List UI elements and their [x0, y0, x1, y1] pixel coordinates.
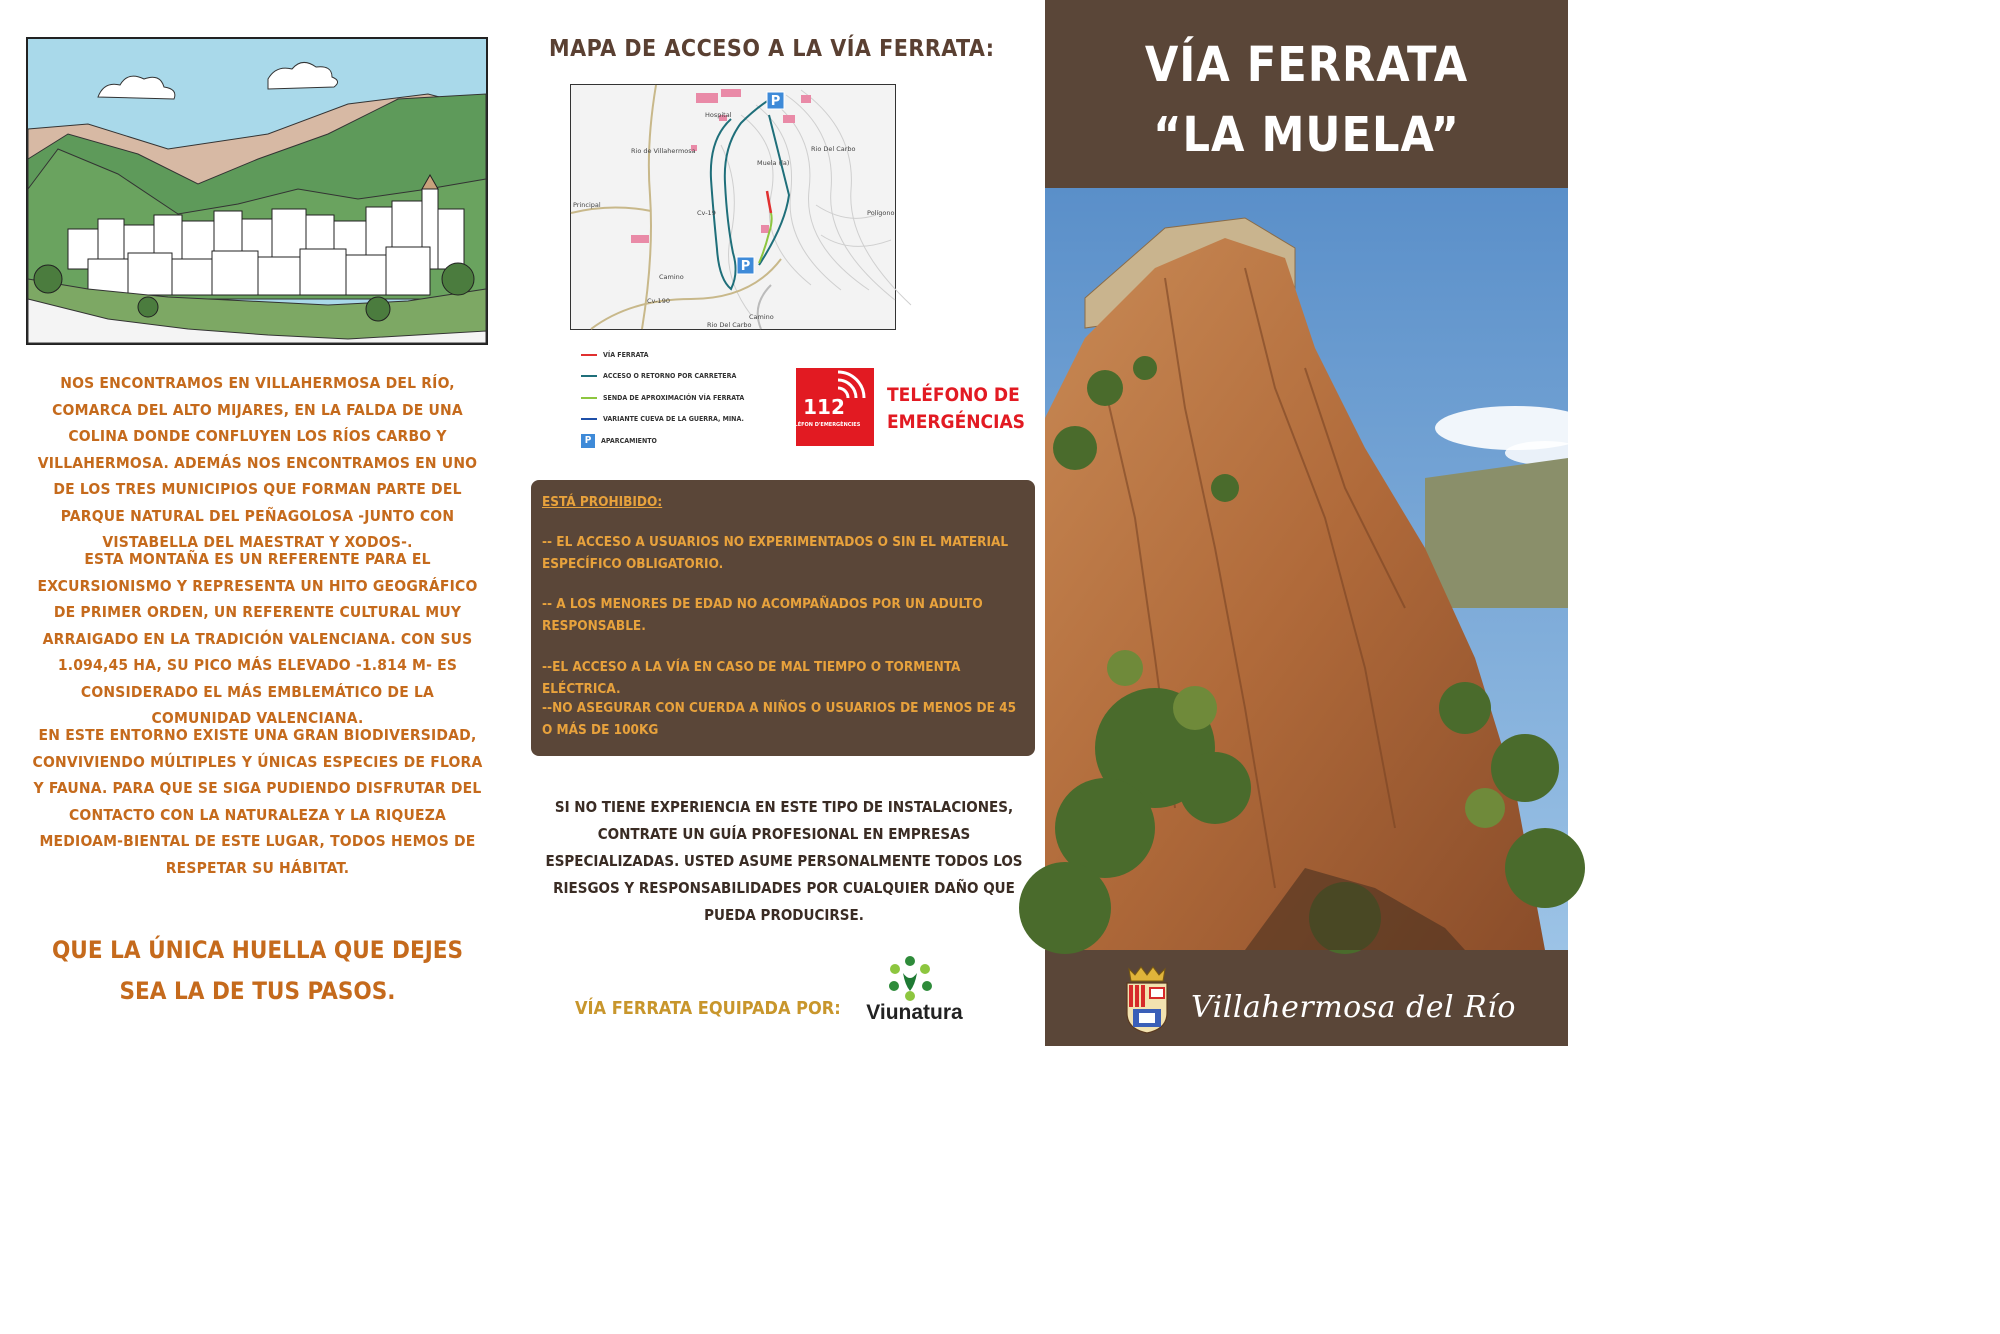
legend-label: SENDA DE APROXIMACIÓN VÍA FERRATA — [603, 393, 745, 402]
town-name: Villahermosa del Río — [1191, 990, 1516, 1025]
legend-item-via-ferrata — [581, 344, 781, 366]
equipped-by-label: VÍA FERRATA EQUIPADA POR: — [575, 998, 841, 1019]
legend-label: ACCESO O RETORNO POR CARRETERA — [603, 372, 737, 381]
map-label-principal: Principal — [573, 201, 601, 209]
map-label-rio-carbo: Rio Del Carbo — [811, 145, 856, 153]
mountain-paragraph: ESTA MONTAÑA ES UN REFERENTE PARA EL EXCURSIONISMO Y REPRESENTA UN HITO GEOGRÁFICO DE PRIMER ORDEN, UN REFERENTE CULTURAL MUY ARRAIGADO EN LA TRADICIÓN VALENCIANA. CON SUS 1.094,45 HA, SU PICO MÁS ELEVADO -1.814 M- ES CONSIDERADO EL MÁS EMBLEMÁTICO DE LA COMUNIDAD VALENCIANA. — [37, 550, 478, 727]
map-label-muela: Muela (la) — [757, 159, 790, 167]
viunatura-wordmark: Viunatura — [866, 1001, 963, 1024]
prohibited-box — [531, 480, 1035, 756]
parking-icon: P — [581, 434, 595, 448]
map-parking-marker: P — [740, 259, 751, 274]
map-legend — [581, 344, 781, 452]
legend-label: VÍA FERRATA — [603, 350, 649, 359]
emergency-number: 112 — [803, 395, 845, 419]
legend-item-parking — [581, 430, 781, 452]
disclaimer-text: SI NO TIENE EXPERIENCIA EN ESTE TIPO DE INSTALACIONES, CONTRATE UN GUÍA PROFESIONAL EN EMPRESAS ESPECIALIZADAS. USTED ASUME PERSONALMENTE TODOS LOS RIESGOS Y RESPONSABILIDADES POR CUALQUIER DAÑO QUE PUEDA PRODUCIRSE. — [545, 798, 1023, 924]
village-illustration — [26, 37, 488, 345]
legend-item-cave-variant — [581, 409, 781, 431]
legend-item-road-access — [581, 366, 781, 388]
legend-swatch — [581, 375, 597, 377]
emergency-112-logo — [787, 368, 874, 446]
map-label-camino: Camino — [659, 273, 684, 281]
emergency-logo-text: TELÉFON D'EMERGÈNCIES — [787, 422, 861, 428]
map-label-poligono: Polígono — [867, 209, 895, 217]
cover-title — [1045, 30, 1568, 170]
intro-paragraph: NOS ENCONTRAMOS EN VILLAHERMOSA DEL RÍO, COMARCA DEL ALTO MIJARES, EN LA FALDA DE UNA COLINA DONDE CONFLUYEN LOS RÍOS CARBO Y VILLAHERMOSA. ADEMÁS NOS ENCONTRAMOS EN UNO DE LOS TRES MUNICIPIOS QUE FORMAN PARTE DEL PARQUE NATURAL DEL PEÑAGOLOSA -JUNTO CON VISTABELLA DEL MAESTRAT Y XODOS-. — [37, 374, 478, 551]
map-label-cv19: Cv-19 — [697, 209, 716, 217]
legend-swatch — [581, 354, 597, 356]
prohibited-item: -- A LOS MENORES DE EDAD NO ACOMPAÑADOS POR UN ADULTO RESPONSABLE. — [542, 596, 983, 634]
biodiversity-paragraph: EN ESTE ENTORNO EXISTE UNA GRAN BIODIVERSIDAD, CONVIVIENDO MÚLTIPLES Y ÚNICAS ESPECIES DE FLORA Y FAUNA. PARA QUE SE SIGA PUDIENDO DISFRUTAR DEL CONTACTO CON LA NATURALEZA Y LA RIQUEZA MEDIOAM-BIENTAL DE ESTE LUGAR, TODOS HEMOS DE RESPETAR SU HÁBITAT. — [32, 726, 483, 877]
prohibited-heading: ESTÁ PROHIBIDO: — [542, 494, 663, 510]
legend-label: VARIANTE CUEVA DE LA GUERRA, MINA. — [603, 415, 744, 424]
map-label-cv190: Cv-190 — [647, 297, 670, 305]
slogan: QUE LA ÚNICA HUELLA QUE DEJES SEA LA DE TUS PASOS. — [51, 936, 464, 1005]
cover-title-line-2: “LA MUELA” — [1153, 107, 1460, 163]
map-label-camino-2: Camino — [749, 313, 774, 321]
legend-swatch — [581, 418, 597, 420]
middle-panel — [515, 0, 1045, 1046]
la-muela-rock-photo — [1045, 188, 1568, 950]
map-label-rio-villahermosa: Rio de Villahermosa — [631, 147, 696, 155]
legend-item-approach-path — [581, 387, 781, 409]
legend-label: APARCAMIENTO — [601, 436, 657, 445]
viunatura-logo-icon — [885, 953, 935, 1003]
emergency-phone-label: TELÉFONO DE EMERGÉNCIAS — [887, 384, 1025, 433]
cover-title-line-1: VÍA FERRATA — [1144, 37, 1469, 93]
prohibited-item: --EL ACCESO A LA VÍA EN CASO DE MAL TIEMPO O TORMENTA ELÉCTRICA. — [542, 659, 961, 697]
map-title: MAPA DE ACCESO A LA VÍA FERRATA: — [549, 36, 995, 62]
prohibited-item: -- EL ACCESO A USUARIOS NO EXPERIMENTADOS O SIN EL MATERIAL ESPECÍFICO OBLIGATORIO. — [542, 534, 1009, 572]
cover-panel — [1045, 0, 1568, 1046]
left-panel — [0, 0, 515, 1046]
legend-swatch — [581, 397, 597, 399]
map-parking-marker: P — [770, 94, 781, 109]
access-map — [570, 84, 896, 330]
map-label-hospital: Hospital — [705, 111, 732, 119]
town-coat-of-arms — [1123, 965, 1171, 1035]
map-label-rio-carbo-bottom: Rio Del Carbo — [707, 321, 752, 329]
prohibited-item: --NO ASEGURAR CON CUERDA A NIÑOS O USUARIOS DE MENOS DE 45 O MÁS DE 100KG — [542, 700, 1017, 738]
